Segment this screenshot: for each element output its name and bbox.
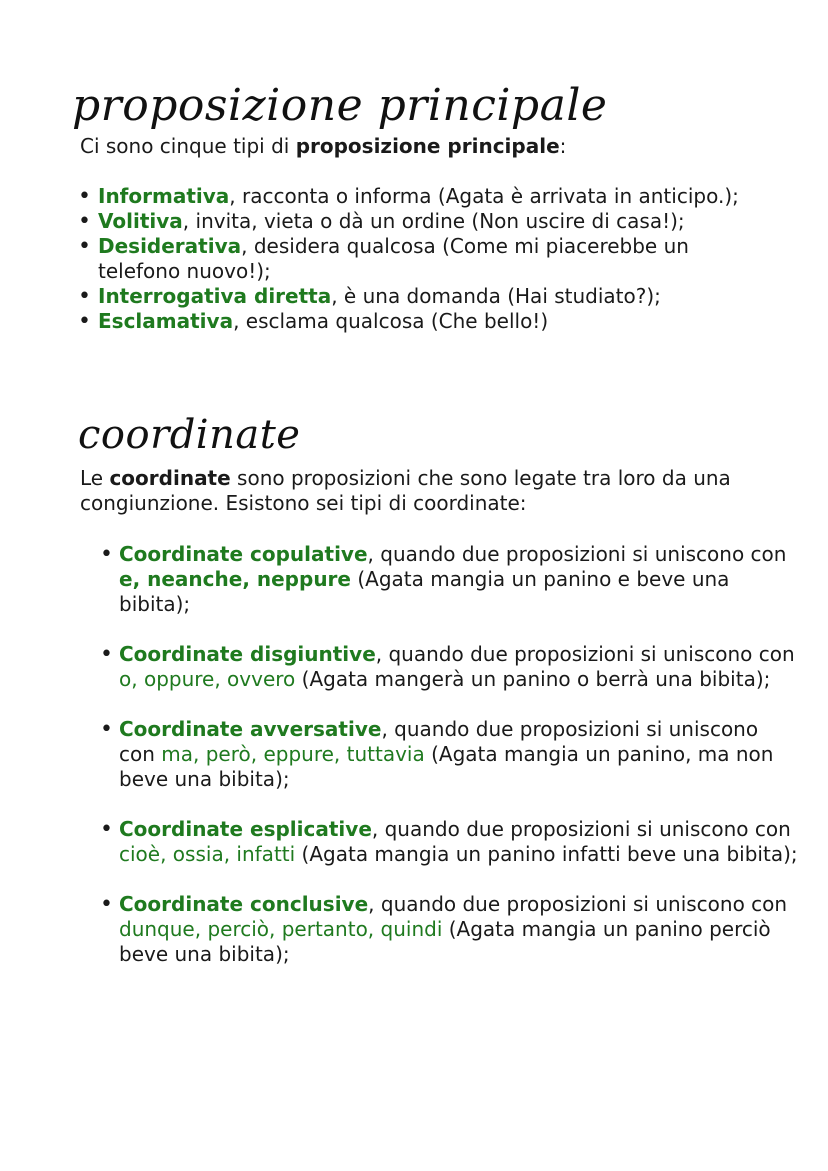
section-heading-coordinate: coordinate xyxy=(78,412,301,458)
principale-types-list xyxy=(78,184,758,334)
item-text: , quando due proposizioni si uniscono con xyxy=(368,892,788,916)
list-item xyxy=(100,642,800,692)
list-item xyxy=(78,234,758,284)
list-item xyxy=(100,817,800,867)
item-text: , quando due proposizioni si uniscono con xyxy=(371,817,791,841)
item-term: Coordinate conclusive xyxy=(119,892,369,916)
item-term: Coordinate disgiuntive xyxy=(119,642,376,666)
item-term: Desiderativa xyxy=(98,234,242,258)
item-text: , racconta o informa (Agata è arrivata in anticipo.); xyxy=(229,184,739,208)
section-heading-proposizione-principale: proposizione principale xyxy=(72,80,608,131)
section2-intro xyxy=(80,466,770,516)
item-conjunctions: e, neanche, neppure xyxy=(119,567,351,591)
item-term: Esclamativa xyxy=(98,309,234,333)
list-item xyxy=(78,184,758,209)
item-term: Volitiva xyxy=(98,209,183,233)
list-item xyxy=(78,284,758,309)
coordinate-types-list xyxy=(100,542,800,992)
item-term: Interrogativa diretta xyxy=(98,284,332,308)
item-example: (Agata mangia un panino infatti beve una bibita); xyxy=(295,842,798,866)
list-item xyxy=(78,209,758,234)
list-item xyxy=(100,542,800,617)
item-conjunctions: ma, però, eppure, tuttavia xyxy=(161,742,425,766)
item-term: Coordinate copulative xyxy=(119,542,368,566)
list-item xyxy=(78,309,758,334)
item-example: (Agata mangerà un panino o berrà una bibita); xyxy=(295,667,771,691)
item-conjunctions: cioè, ossia, infatti xyxy=(119,842,296,866)
item-text: , è una domanda (Hai studiato?); xyxy=(331,284,661,308)
list-item xyxy=(100,892,800,967)
item-text: , invita, vieta o dà un ordine (Non uscire di casa!); xyxy=(182,209,685,233)
item-text: , quando due proposizioni si uniscono con xyxy=(367,542,787,566)
intro-bold-term: proposizione principale xyxy=(295,134,560,158)
section1-intro xyxy=(80,134,800,159)
intro-text: sono proposizioni che sono legate tra loro da una congiunzione. Esistono sei tipi di coordinate: xyxy=(80,466,731,515)
item-text: , esclama qualcosa (Che bello!) xyxy=(233,309,549,333)
item-text: , quando due proposizioni si uniscono con xyxy=(375,642,795,666)
intro-text: Le xyxy=(80,466,110,490)
item-example: (Agata mangia un panino, ma non beve una bibita); xyxy=(119,742,774,791)
item-term: Coordinate avversative xyxy=(119,717,382,741)
item-text: , quando due proposizioni si uniscono con xyxy=(119,717,759,766)
item-example: (Agata mangia un panino perciò beve una bibita); xyxy=(119,917,771,966)
item-text: , desidera qualcosa (Come mi piacerebbe un telefono nuovo!); xyxy=(98,234,689,283)
intro-text: Ci sono cinque tipi di xyxy=(80,134,296,158)
item-term: Coordinate esplicative xyxy=(119,817,372,841)
item-conjunctions: o, oppure, ovvero xyxy=(119,667,296,691)
item-term: Informativa xyxy=(98,184,230,208)
intro-text: : xyxy=(559,134,567,158)
intro-bold-term: coordinate xyxy=(109,466,231,490)
item-example: (Agata mangia un panino e beve una bibita); xyxy=(119,567,730,616)
list-item xyxy=(100,717,800,792)
item-conjunctions: dunque, perciò, pertanto, quindi xyxy=(119,917,443,941)
